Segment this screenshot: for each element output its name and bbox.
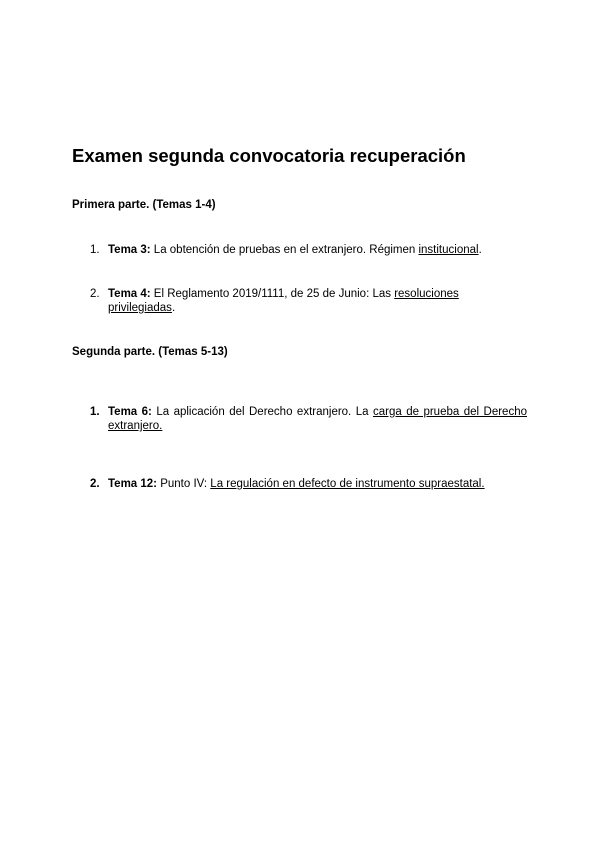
list-item-number: 1. <box>90 244 100 256</box>
list-item-body <box>108 287 527 315</box>
list-item-number: 2. <box>90 288 100 300</box>
topic-underlined-text: La regulación en defecto de instrumento supraestatal. <box>210 478 485 490</box>
topic-tail: . <box>478 244 482 256</box>
list-item-body <box>108 405 527 433</box>
list-item-part1-2 <box>90 287 527 315</box>
topic-label: Tema 3: <box>108 244 151 256</box>
topic-underlined-text: resoluciones privilegiadas <box>108 288 459 314</box>
topic-underlined-text: carga de prueba del Derecho extranjero. <box>108 406 527 432</box>
list-item-body <box>108 477 527 491</box>
list-item-part1-1 <box>90 243 527 257</box>
section-heading-part2: Segunda parte. (Temas 5-13) <box>72 346 228 358</box>
topic-text: La obtención de pruebas en el extranjero. Régimen <box>150 244 419 256</box>
topic-label: Tema 6: <box>108 406 152 418</box>
topic-label: Tema 4: <box>108 288 151 300</box>
topic-text: La aplicación del Derecho extranjero. La <box>151 406 373 418</box>
section-heading-part1: Primera parte. (Temas 1-4) <box>72 199 216 211</box>
topic-text: Punto IV: <box>157 478 211 490</box>
page-title: Examen segunda convocatoria recuperación <box>72 145 466 166</box>
list-item-part2-2 <box>90 477 527 491</box>
list-item-number: 2. <box>90 478 100 490</box>
list-item-number: 1. <box>90 406 100 418</box>
list-item-body <box>108 243 527 257</box>
topic-underlined-text: institucional <box>418 244 479 256</box>
list-item-part2-1 <box>90 405 527 433</box>
topic-tail: . <box>171 302 176 314</box>
topic-label: Tema 12: <box>108 478 158 490</box>
topic-text: El Reglamento 2019/1111, de 25 de Junio: Las <box>150 288 395 300</box>
